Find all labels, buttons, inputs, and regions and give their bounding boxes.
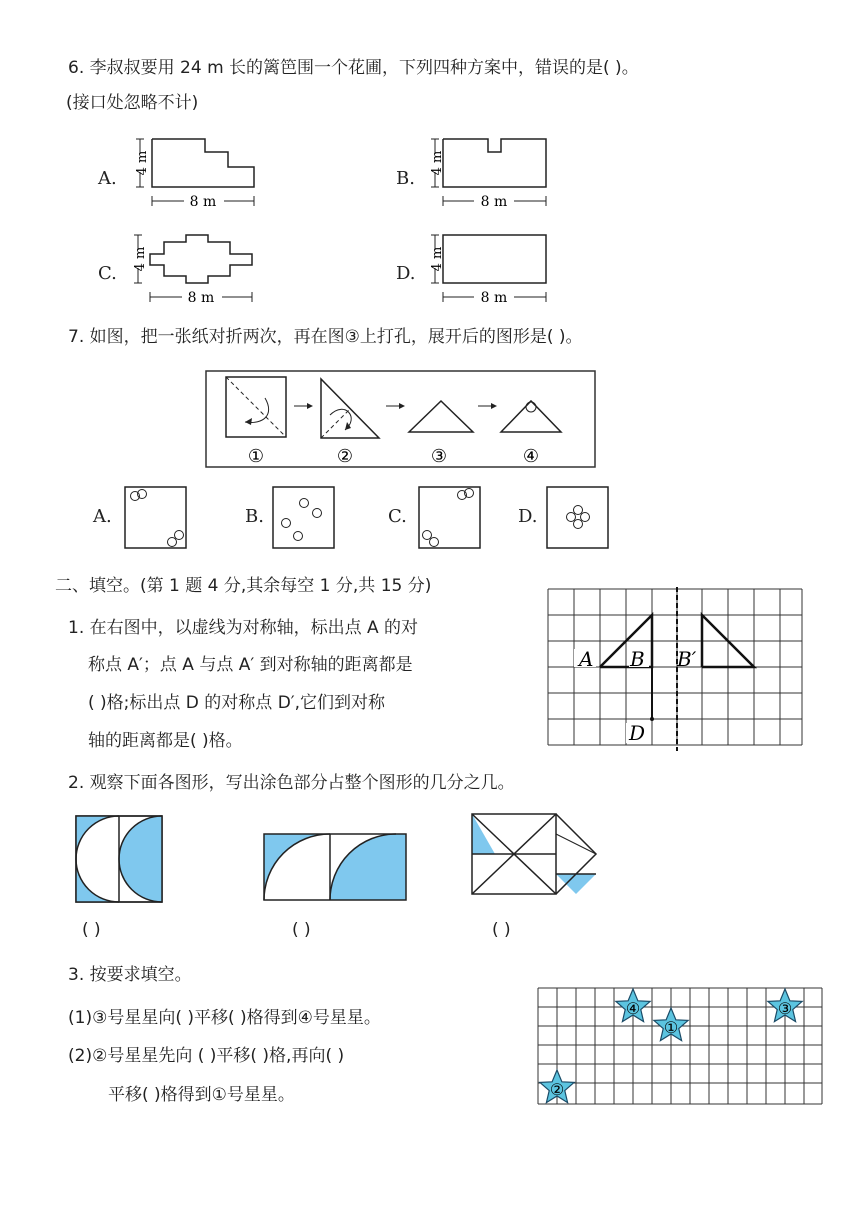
fraction-blank-2[interactable]: ( ) bbox=[292, 920, 311, 940]
star-3-label: ③ bbox=[777, 999, 793, 1018]
fraction-figure-3 bbox=[468, 812, 602, 906]
fold-step3-triangle bbox=[409, 401, 473, 432]
fold-step3-label: ③ bbox=[430, 446, 448, 467]
section2-heading: 二、填空。(第 1 题 4 分,其余每空 1 分,共 15 分) bbox=[55, 576, 432, 596]
q7-stem: 7. 如图，把一张纸对折两次，再在图③上打孔，展开后的图形是( )。 bbox=[68, 327, 583, 347]
q7-option-a-figure bbox=[124, 486, 188, 550]
q6-c-height-label: 4 m bbox=[133, 246, 148, 272]
q7-option-a-label[interactable]: A. bbox=[93, 506, 112, 527]
q6-stem: 6. 李叔叔要用 24 m 长的篱笆围一个花圃，下列四种方案中，错误的是( )。 bbox=[68, 58, 639, 78]
s2-q3-line1: (1)③号星星向( )平移( )格得到④号星星。 bbox=[68, 1008, 381, 1028]
q6-option-d-figure bbox=[428, 228, 568, 308]
q6-d-height-label: 4 m bbox=[430, 246, 445, 272]
star-grid bbox=[535, 984, 825, 1110]
s2-q3-line3: 平移( )格得到①号星星。 bbox=[108, 1085, 295, 1105]
q6-a-width-label: 8 m bbox=[189, 194, 217, 210]
q6-option-c-figure bbox=[128, 228, 268, 308]
punched-hole bbox=[526, 402, 536, 412]
q6-b-width-label: 8 m bbox=[480, 194, 508, 210]
point-a-label: A bbox=[579, 647, 594, 671]
q7-option-b-label[interactable]: B. bbox=[245, 506, 264, 527]
fraction-blank-1[interactable]: ( ) bbox=[82, 920, 101, 940]
fold-step2-label: ② bbox=[336, 446, 354, 467]
star-1-label: ① bbox=[663, 1018, 679, 1037]
q6-option-a-figure bbox=[130, 132, 270, 212]
point-b-prime-label: B′ bbox=[677, 647, 697, 671]
q7-option-b-figure bbox=[272, 486, 336, 550]
s2-q1-line4: 轴的距离都是( )格。 bbox=[88, 731, 243, 751]
q6-option-b-label[interactable]: B. bbox=[396, 168, 415, 189]
q6-note: (接口处忽略不计) bbox=[66, 93, 199, 113]
s2-q1-line2: 称点 A′；点 A 与点 A′ 到对称轴的距离都是 bbox=[88, 655, 413, 675]
fraction-figure-2 bbox=[262, 832, 410, 904]
fraction-figure-1 bbox=[74, 814, 166, 906]
star-2-label: ② bbox=[549, 1080, 565, 1099]
q7-option-c-label[interactable]: C. bbox=[388, 506, 407, 527]
fold-step2-triangle bbox=[321, 379, 379, 438]
s2-q1-line3: ( )格;标出点 D 的对称点 D′,它们到对称 bbox=[88, 693, 386, 713]
s2-q3-stem: 3. 按要求填空。 bbox=[68, 965, 192, 985]
fold-step1-label: ① bbox=[247, 446, 265, 467]
q6-b-height-label: 4 m bbox=[430, 150, 445, 176]
q7-option-d-label[interactable]: D. bbox=[518, 506, 538, 527]
q6-option-b-figure bbox=[428, 132, 568, 212]
s2-q3-line2: (2)②号星星先向 ( )平移( )格,再向( ) bbox=[68, 1046, 345, 1066]
symmetry-grid bbox=[546, 587, 808, 751]
s2-q2-stem: 2. 观察下面各图形，写出涂色部分占整个图形的几分之几。 bbox=[68, 773, 515, 793]
star-4-label: ④ bbox=[625, 999, 641, 1018]
q6-option-d-label[interactable]: D. bbox=[396, 263, 416, 284]
q6-option-a-label[interactable]: A. bbox=[98, 168, 117, 189]
q7-option-d-figure bbox=[546, 486, 610, 550]
fold-step4-triangle bbox=[501, 401, 561, 432]
s2-q1-line1: 1. 在右图中，以虚线为对称轴，标出点 A 的对 bbox=[68, 618, 419, 638]
q6-c-width-label: 8 m bbox=[187, 290, 215, 306]
q6-option-c-label[interactable]: C. bbox=[98, 263, 117, 284]
q7-folding-diagram bbox=[205, 370, 597, 468]
q6-a-height-label: 4 m bbox=[135, 150, 150, 176]
q7-option-c-figure bbox=[418, 486, 482, 550]
fraction-blank-3[interactable]: ( ) bbox=[492, 920, 511, 940]
point-d-label: D bbox=[629, 721, 646, 745]
q6-d-width-label: 8 m bbox=[480, 290, 508, 306]
point-b-label: B bbox=[630, 647, 645, 671]
fold-step4-label: ④ bbox=[522, 446, 540, 467]
